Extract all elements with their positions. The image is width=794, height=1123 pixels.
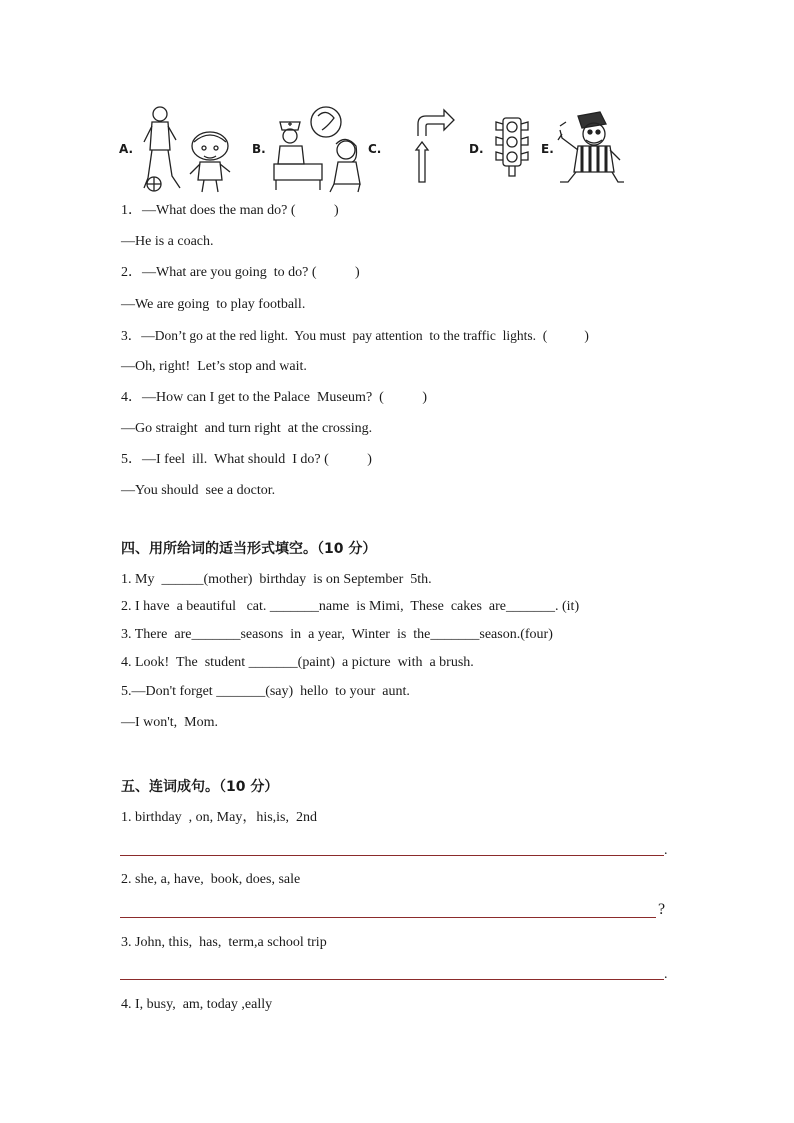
answer-line-3-end: .	[664, 967, 668, 982]
option-a-label: A.	[119, 142, 134, 156]
option-e-label: E.	[541, 142, 554, 156]
fill-item-5: 5.—Don't forget _______(say) hello to your aunt.	[121, 684, 410, 699]
turn-right-arrow-icon	[410, 108, 458, 186]
answer-line-1[interactable]	[120, 855, 664, 856]
traffic-light-icon	[494, 116, 530, 178]
answer-line-2[interactable]	[120, 917, 656, 918]
answer-line-1-end: .	[664, 843, 668, 858]
football-player-and-kid-icon	[138, 104, 240, 196]
section-5-title: 五、连词成句。（10 分）	[121, 779, 279, 795]
word-order-4: 4. I, busy, am, today ,eally	[121, 997, 273, 1012]
answer-2: —We are going to play football.	[121, 297, 306, 312]
word-order-2: 2. she, a, have, book, does, sale	[121, 872, 301, 887]
option-d-label: D.	[469, 142, 484, 156]
answer-4: —Go straight and turn right at the crossing.	[121, 421, 373, 436]
question-4: 4．—How can I get to the Palace Museum? ( )	[121, 390, 427, 405]
question-3: 3．—Don’t go at the red light. You must pay attention to the traffic lights. ( )	[121, 328, 589, 343]
answer-line-3[interactable]	[120, 979, 664, 980]
word-order-1: 1. birthday , on, May，his,is, 2nd	[121, 810, 317, 825]
fill-item-2: 2. I have a beautiful cat. _______name is Mimi, These cakes are_______. (it)	[121, 599, 580, 614]
section-4-title: 四、用所给词的适当形式填空。（10 分）	[121, 541, 377, 557]
fill-item-4: 4. Look! The student _______(paint) a picture with a brush.	[121, 655, 474, 670]
answer-5: —You should see a doctor.	[121, 483, 276, 498]
option-b-label: B.	[252, 142, 266, 156]
answer-line-2-end: ?	[658, 901, 666, 918]
doctor-and-patient-icon	[272, 104, 362, 194]
fill-item-3: 3. There are_______seasons in a year, Winter is the_______season.(four)	[121, 627, 553, 642]
question-2: 2．—What are you going to do? ( )	[121, 265, 360, 280]
answer-1: —He is a coach.	[121, 234, 214, 249]
whistling-referee-icon	[556, 110, 626, 186]
word-order-3: 3. John, this, has, term,a school trip	[121, 935, 327, 950]
answer-3: —Oh, right! Let’s stop and wait.	[121, 359, 307, 374]
fill-item-5-reply: —I won't, Mom.	[121, 715, 219, 730]
question-1: 1．—What does the man do? ( )	[121, 203, 339, 218]
question-5: 5．—I feel ill. What should I do? ( )	[121, 452, 372, 467]
fill-item-1: 1. My ______(mother) birthday is on September 5th.	[121, 572, 432, 587]
option-c-label: C.	[368, 142, 382, 156]
